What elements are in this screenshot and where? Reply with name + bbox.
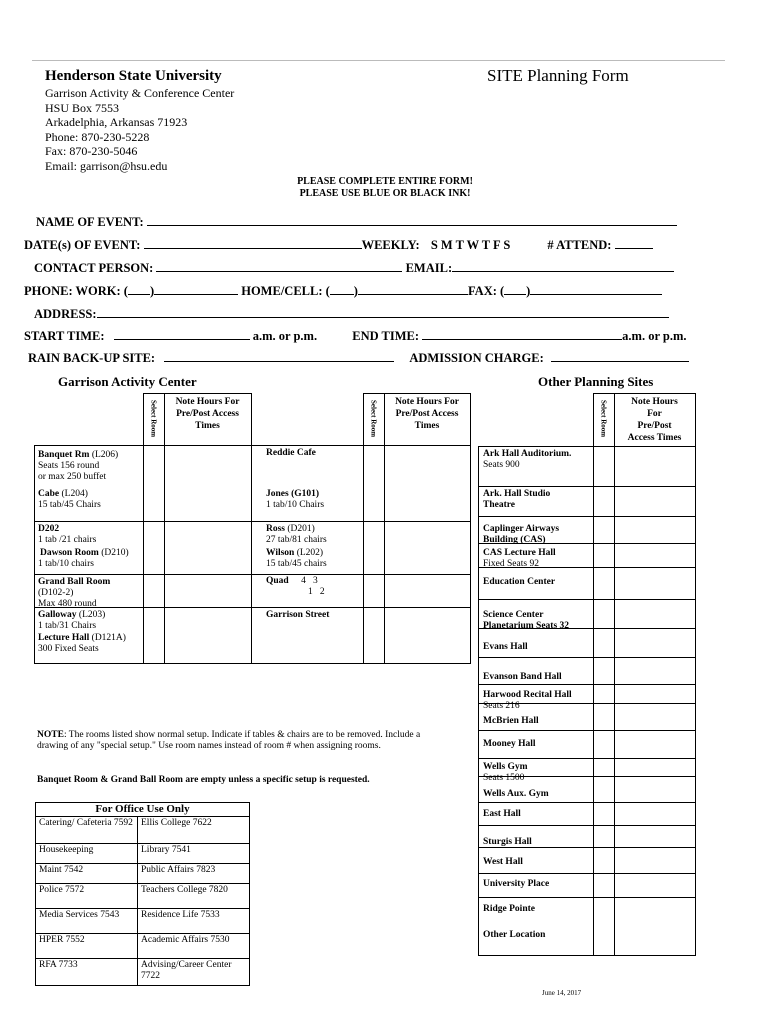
select-room-cell[interactable] — [593, 826, 614, 848]
office-cell: Library 7541 — [138, 844, 250, 864]
site-other-location: Other Location — [483, 930, 546, 940]
end-ampm: a.m. or p.m. — [622, 329, 687, 343]
office-cell: Residence Life 7533 — [138, 909, 250, 934]
site-science-center: Science Center Planetarium Seats 32 — [483, 610, 570, 631]
select-room-header: Select Room — [149, 400, 158, 438]
work-area-input[interactable] — [128, 283, 150, 295]
form-title: SITE Planning Form — [487, 66, 629, 85]
office-cell: RFA 7733 — [36, 959, 138, 986]
note-hours-header: For — [647, 409, 662, 419]
fax-label: FAX: ( — [467, 284, 505, 298]
home-cell-label: HOME/CELL: ( — [241, 284, 330, 298]
note-hours-header: Pre/Post Access — [176, 409, 239, 419]
empty-room-note: Banquet Room & Grand Ball Room are empty unless a specific setup is requested. — [37, 775, 370, 785]
fax-input[interactable] — [530, 283, 662, 295]
note-hours-cell[interactable] — [614, 600, 695, 629]
room-jones: Jones (G101) 1 tab/10 Chairs — [266, 489, 325, 510]
select-room-cell[interactable] — [593, 600, 614, 629]
start-time-label: START TIME: — [24, 329, 105, 343]
start-time-input[interactable] — [114, 328, 250, 340]
select-room-cell[interactable] — [593, 685, 614, 704]
room-lecture-hall: Lecture Hall (D121A) 300 Fixed Seats — [38, 633, 126, 654]
note-hours-cell[interactable] — [164, 446, 251, 522]
site-mooney: Mooney Hall — [483, 739, 536, 749]
garrison-title: Garrison Activity Center — [58, 374, 197, 389]
note-hours-cell[interactable] — [614, 658, 695, 685]
select-room-cell[interactable] — [593, 487, 614, 517]
select-room-cell[interactable] — [593, 759, 614, 777]
time-row — [24, 328, 687, 344]
site-university-place: University Place — [483, 879, 550, 889]
select-room-cell[interactable] — [143, 575, 164, 608]
note-hours-cell[interactable] — [384, 575, 470, 608]
address-line: Fax: 870-230-5046 — [45, 144, 138, 159]
note-hours-header: Note Hours For — [175, 397, 240, 407]
address-label: ADDRESS: — [34, 307, 97, 321]
paren: ) — [149, 284, 155, 298]
rain-input[interactable] — [164, 350, 394, 362]
revision-date: June 14, 2017 — [542, 989, 582, 997]
site-west-hall: West Hall — [483, 857, 523, 867]
weekly-label: WEEKLY: — [361, 238, 420, 252]
note-hours-cell[interactable] — [614, 874, 695, 898]
site-wells-aux: Wells Aux. Gym — [483, 789, 549, 799]
select-room-cell[interactable] — [593, 803, 614, 826]
select-room-header: Select Room — [369, 400, 378, 438]
office-cell: Catering/ Cafeteria 7592 — [36, 817, 138, 844]
note-hours-cell[interactable] — [164, 608, 251, 664]
email-label: EMAIL: — [405, 261, 453, 275]
office-use-title: For Office Use Only — [36, 803, 250, 817]
select-room-cell[interactable] — [143, 522, 164, 575]
note-hours-cell[interactable] — [164, 575, 251, 608]
note-hours-cell[interactable] — [614, 731, 695, 759]
note-hours-cell[interactable] — [164, 522, 251, 575]
site-east-hall: East Hall — [483, 809, 521, 819]
contact-label: CONTACT PERSON: — [34, 261, 154, 275]
office-cell: Academic Affairs 7530 — [138, 934, 250, 959]
address-line: HSU Box 7553 — [45, 100, 120, 115]
dates-label: DATE(s) OF EVENT: — [24, 238, 141, 252]
address-input[interactable] — [97, 306, 669, 318]
room-grand-ball: Grand Ball Room (D102-2) Max 480 round — [38, 577, 111, 609]
office-cell: Maint 7542 — [36, 864, 138, 884]
room-wilson: Wilson (L202) 15 tab/45 chairs — [266, 548, 327, 569]
home-phone-input[interactable] — [358, 283, 468, 295]
select-room-cell[interactable] — [593, 777, 614, 803]
note-hours-cell[interactable] — [614, 803, 695, 826]
office-cell: Advising/Career Center 7722 — [138, 959, 250, 986]
address-line: Arkadelphia, Arkansas 71923 — [45, 115, 188, 130]
dates-input[interactable] — [144, 237, 362, 249]
rain-row — [28, 350, 689, 366]
email-input[interactable] — [452, 260, 674, 272]
office-use-table — [35, 802, 250, 986]
address-line: Garrison Activity & Conference Center — [45, 86, 235, 100]
select-room-cell[interactable] — [363, 575, 384, 608]
site-evanson-band: Evanson Band Hall — [483, 672, 562, 682]
fax-area-input[interactable] — [504, 283, 526, 295]
site-caplinger: Caplinger Airways Building (CAS) — [483, 524, 560, 545]
note-hours-header: Pre/Post — [637, 421, 672, 431]
note-hours-header: Note Hours For — [395, 397, 459, 407]
note-hours-cell[interactable] — [614, 826, 695, 848]
site-evans-hall: Evans Hall — [483, 642, 528, 652]
note-hours-cell[interactable] — [614, 704, 695, 731]
office-cell: Public Affairs 7823 — [138, 864, 250, 884]
university-name: Henderson State University — [45, 68, 222, 84]
end-time-input[interactable] — [422, 328, 622, 340]
attend-input[interactable] — [615, 237, 653, 249]
admission-label: ADMISSION CHARGE: — [409, 351, 544, 365]
name-of-event-label: NAME OF EVENT: — [36, 215, 144, 229]
office-cell: Teachers College 7820 — [138, 884, 250, 909]
note-hours-header: Times — [195, 421, 220, 431]
select-room-header: Select Room — [599, 400, 608, 438]
select-room-cell[interactable] — [143, 608, 164, 664]
address-block — [45, 86, 234, 174]
site-ridge-pointe: Ridge Pointe — [483, 904, 535, 914]
site-education-center: Education Center — [483, 577, 556, 587]
work-phone-input[interactable] — [154, 283, 238, 295]
dates-row — [24, 237, 653, 253]
setup-note: NOTE: The rooms listed show normal setup. Indicate if tables & chairs are to be removed. Include a drawing of any "special setup." Use room names instead of room # when assigning rooms. — [37, 730, 421, 751]
room-galloway: Galloway (L203) 1 tab/31 Chairs — [38, 610, 106, 631]
room-banquet: Banquet Rm (L206) Seats 156 round or max 250 buffet — [38, 450, 119, 482]
site-cas-lecture: CAS Lecture Hall Fixed Seats 92 — [483, 548, 556, 569]
select-room-cell[interactable] — [593, 447, 614, 487]
office-cell: Ellis College 7622 — [138, 817, 250, 844]
note-hours-header: Access Times — [627, 433, 682, 443]
note-hours-header: Times — [414, 421, 440, 431]
room-quad: Quad 4 3 1 2 — [266, 576, 325, 597]
select-room-cell[interactable] — [593, 898, 614, 956]
select-room-cell[interactable] — [593, 874, 614, 898]
note-hours-header: Note Hours — [631, 397, 678, 407]
select-room-cell[interactable] — [363, 608, 384, 664]
instruction-ink: PLEASE USE BLUE OR BLACK INK! — [299, 188, 471, 199]
note-hours-cell[interactable] — [614, 685, 695, 704]
office-cell: Media Services 7543 — [36, 909, 138, 934]
name-of-event-input[interactable] — [147, 214, 677, 226]
note-hours-cell[interactable] — [384, 608, 470, 664]
note-hours-cell[interactable] — [614, 487, 695, 517]
end-time-label: END TIME: — [352, 329, 420, 343]
room-garrison-street: Garrison Street — [266, 610, 330, 620]
note-hours-cell[interactable] — [384, 446, 470, 522]
site-wells-gym: Wells Gym Seats 1500 — [483, 762, 528, 783]
site-ark-hall: Ark Hall Auditorium. Seats 900 — [483, 449, 572, 470]
room-ross: Ross (D201) 27 tab/81 chairs — [266, 524, 327, 545]
contact-input[interactable] — [156, 260, 402, 272]
select-room-cell[interactable] — [143, 446, 164, 522]
name-of-event-row — [36, 214, 677, 230]
note-hours-cell[interactable] — [614, 568, 695, 600]
site-mcbrien: McBrien Hall — [483, 716, 539, 726]
address-line: Email: garrison@hsu.edu — [45, 158, 168, 173]
select-room-cell[interactable] — [593, 731, 614, 759]
admission-input[interactable] — [551, 350, 689, 362]
note-hours-cell[interactable] — [614, 898, 695, 956]
note-hours-cell[interactable] — [614, 629, 695, 658]
note-hours-cell[interactable] — [614, 759, 695, 777]
office-cell: Housekeeping — [36, 844, 138, 864]
note-hours-cell[interactable] — [614, 848, 695, 874]
select-room-cell[interactable] — [593, 629, 614, 658]
phone-row — [24, 283, 662, 299]
room-cabe: Cabe (L204) 15 tab/45 Chairs — [38, 489, 101, 510]
paren: ) — [353, 284, 358, 298]
select-room-cell[interactable] — [593, 544, 614, 568]
select-room-cell[interactable] — [593, 848, 614, 874]
note-hours-cell[interactable] — [614, 447, 695, 487]
home-area-input[interactable] — [330, 283, 354, 295]
site-harwood: Harwood Recital Hall Seats 216 — [483, 690, 572, 711]
phone-work-label: PHONE: WORK: ( — [24, 284, 128, 298]
room-d202: D202 1 tab /21 chairs — [38, 524, 97, 545]
office-cell: HPER 7552 — [36, 934, 138, 959]
note-hours-cell[interactable] — [384, 522, 470, 575]
rain-label: RAIN BACK-UP SITE: — [28, 351, 156, 365]
site-sturgis: Sturgis Hall — [483, 837, 532, 847]
note-hours-header: Pre/Post Access — [395, 409, 459, 419]
instruction-complete: PLEASE COMPLETE ENTIRE FORM! — [297, 176, 473, 187]
note-hours-cell[interactable] — [614, 544, 695, 568]
room-dawson: Dawson Room (D210) 1 tab/10 chairs — [38, 548, 129, 569]
address-row — [34, 306, 669, 322]
contact-row — [34, 260, 674, 276]
other-sites-title: Other Planning Sites — [538, 374, 654, 389]
site-ark-studio: Ark. Hall Studio Theatre — [483, 489, 551, 510]
paren: ) — [526, 284, 531, 298]
weekdays[interactable]: S M T W T F S — [430, 238, 511, 252]
select-room-cell[interactable] — [593, 517, 614, 544]
start-ampm: a.m. or p.m. — [252, 329, 318, 343]
select-room-cell[interactable] — [363, 446, 384, 522]
address-line: Phone: 870-230-5228 — [45, 129, 150, 144]
note-hours-cell[interactable] — [614, 777, 695, 803]
note-hours-cell[interactable] — [614, 517, 695, 544]
select-room-cell[interactable] — [593, 658, 614, 685]
select-room-cell[interactable] — [593, 704, 614, 731]
top-rule — [32, 60, 725, 61]
office-cell: Police 7572 — [36, 884, 138, 909]
select-room-cell[interactable] — [593, 568, 614, 600]
attend-label: # ATTEND: — [547, 238, 612, 252]
select-room-cell[interactable] — [363, 522, 384, 575]
room-reddie-cafe: Reddie Cafe — [266, 448, 316, 458]
